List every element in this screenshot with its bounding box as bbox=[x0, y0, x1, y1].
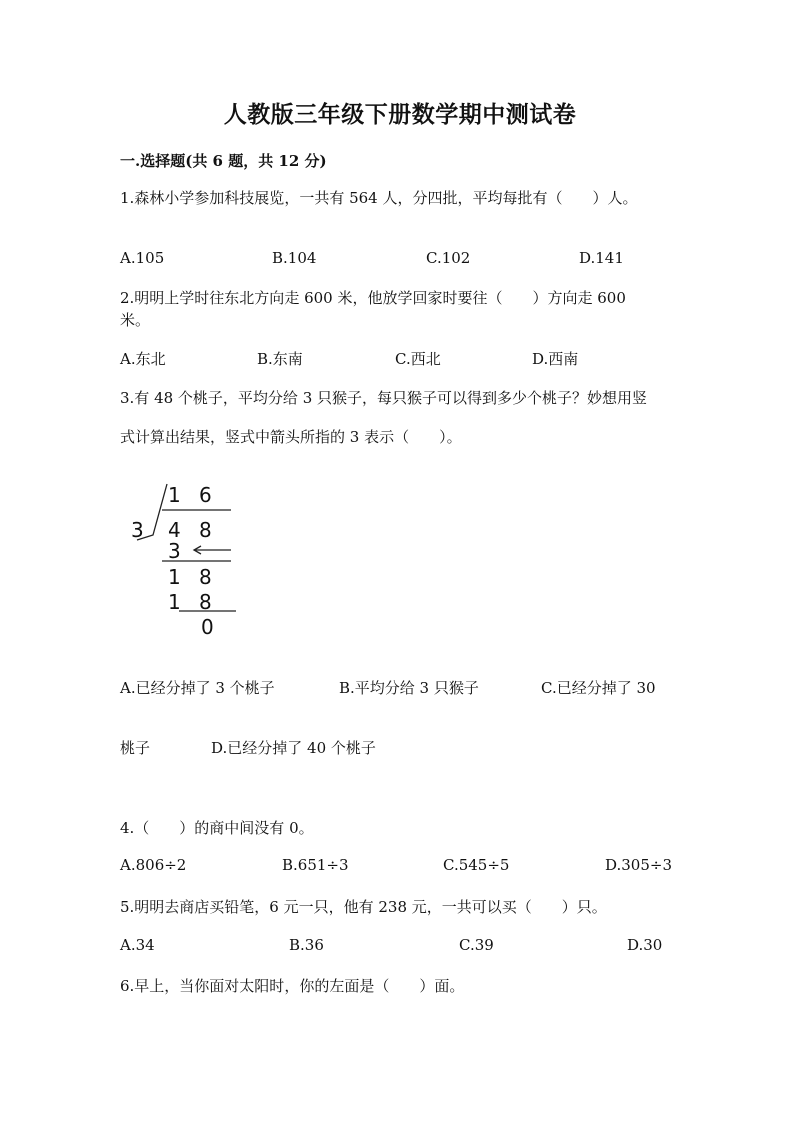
question-4-option-d: D.305÷3 bbox=[605, 856, 673, 874]
question-1-option-b: B.104 bbox=[272, 249, 317, 267]
question-1-option-a: A.105 bbox=[120, 249, 165, 267]
question-1-option-c: C.102 bbox=[426, 249, 471, 267]
question-1-option-d: D.141 bbox=[579, 249, 624, 267]
question-3-option-c: C.已经分掉了 30 bbox=[541, 679, 656, 697]
remainder: 0 bbox=[201, 615, 214, 639]
question-3-option-b: B.平均分给 3 只猴子 bbox=[339, 679, 479, 697]
question-5-option-b: B.36 bbox=[289, 936, 324, 954]
question-4-stem: 4.（ ）的商中间没有 0。 bbox=[120, 819, 314, 837]
question-2-option-b: B.东南 bbox=[257, 350, 303, 368]
step3-digit-1: 1 bbox=[168, 590, 181, 614]
question-2-option-a: A.东北 bbox=[120, 350, 166, 368]
dividend-digit-2: 8 bbox=[199, 518, 212, 542]
quotient-digit-1: 1 bbox=[168, 483, 181, 507]
question-5-option-c: C.39 bbox=[459, 936, 494, 954]
divisor: 3 bbox=[131, 518, 144, 542]
question-3-option-d: D.已经分掉了 40 个桃子 bbox=[211, 739, 376, 757]
page-title: 人教版三年级下册数学期中测试卷 bbox=[223, 101, 577, 128]
section-heading: 一.选择题(共 6 题，共 12 分) bbox=[120, 152, 327, 170]
division-lines bbox=[125, 478, 265, 648]
question-2-stem-line1: 2.明明上学时往东北方向走 600 米，他放学回家时要往（ ）方向走 600 bbox=[120, 289, 626, 307]
question-5-option-a: A.34 bbox=[120, 936, 155, 954]
question-4-option-c: C.545÷5 bbox=[443, 856, 510, 874]
question-5-option-d: D.30 bbox=[627, 936, 663, 954]
question-2-option-d: D.西南 bbox=[532, 350, 579, 368]
question-2-stem-line2: 米。 bbox=[120, 311, 151, 329]
step3-digit-2: 8 bbox=[199, 590, 212, 614]
step2-digit-1: 1 bbox=[168, 565, 181, 589]
question-4-option-a: A.806÷2 bbox=[120, 856, 187, 874]
question-2-option-c: C.西北 bbox=[395, 350, 441, 368]
question-1-stem: 1.森林小学参加科技展览，一共有 564 人，分四批，平均每批有（ ）人。 bbox=[120, 189, 638, 207]
question-3-option-a: A.已经分掉了 3 个桃子 bbox=[120, 679, 275, 697]
question-6-stem: 6.早上，当你面对太阳时，你的左面是（ ）面。 bbox=[120, 977, 465, 995]
question-3-stem-line2: 式计算出结果，竖式中箭头所指的 3 表示（ ）。 bbox=[120, 428, 462, 446]
long-division-figure bbox=[125, 478, 265, 648]
question-5-stem: 5.明明去商店买铅笔，6 元一只，他有 238 元，一共可以买（ ）只。 bbox=[120, 898, 607, 916]
question-3-stem-line1: 3.有 48 个桃子，平均分给 3 只猴子，每只猴子可以得到多少个桃子？妙想用竖 bbox=[120, 389, 648, 407]
quotient-digit-2: 6 bbox=[199, 483, 212, 507]
question-3-option-c-continued: 桃子 bbox=[120, 739, 151, 757]
product-digit: 3 bbox=[168, 539, 181, 563]
dividend-digit-1: 4 bbox=[168, 518, 181, 542]
step2-digit-2: 8 bbox=[199, 565, 212, 589]
question-4-option-b: B.651÷3 bbox=[282, 856, 349, 874]
